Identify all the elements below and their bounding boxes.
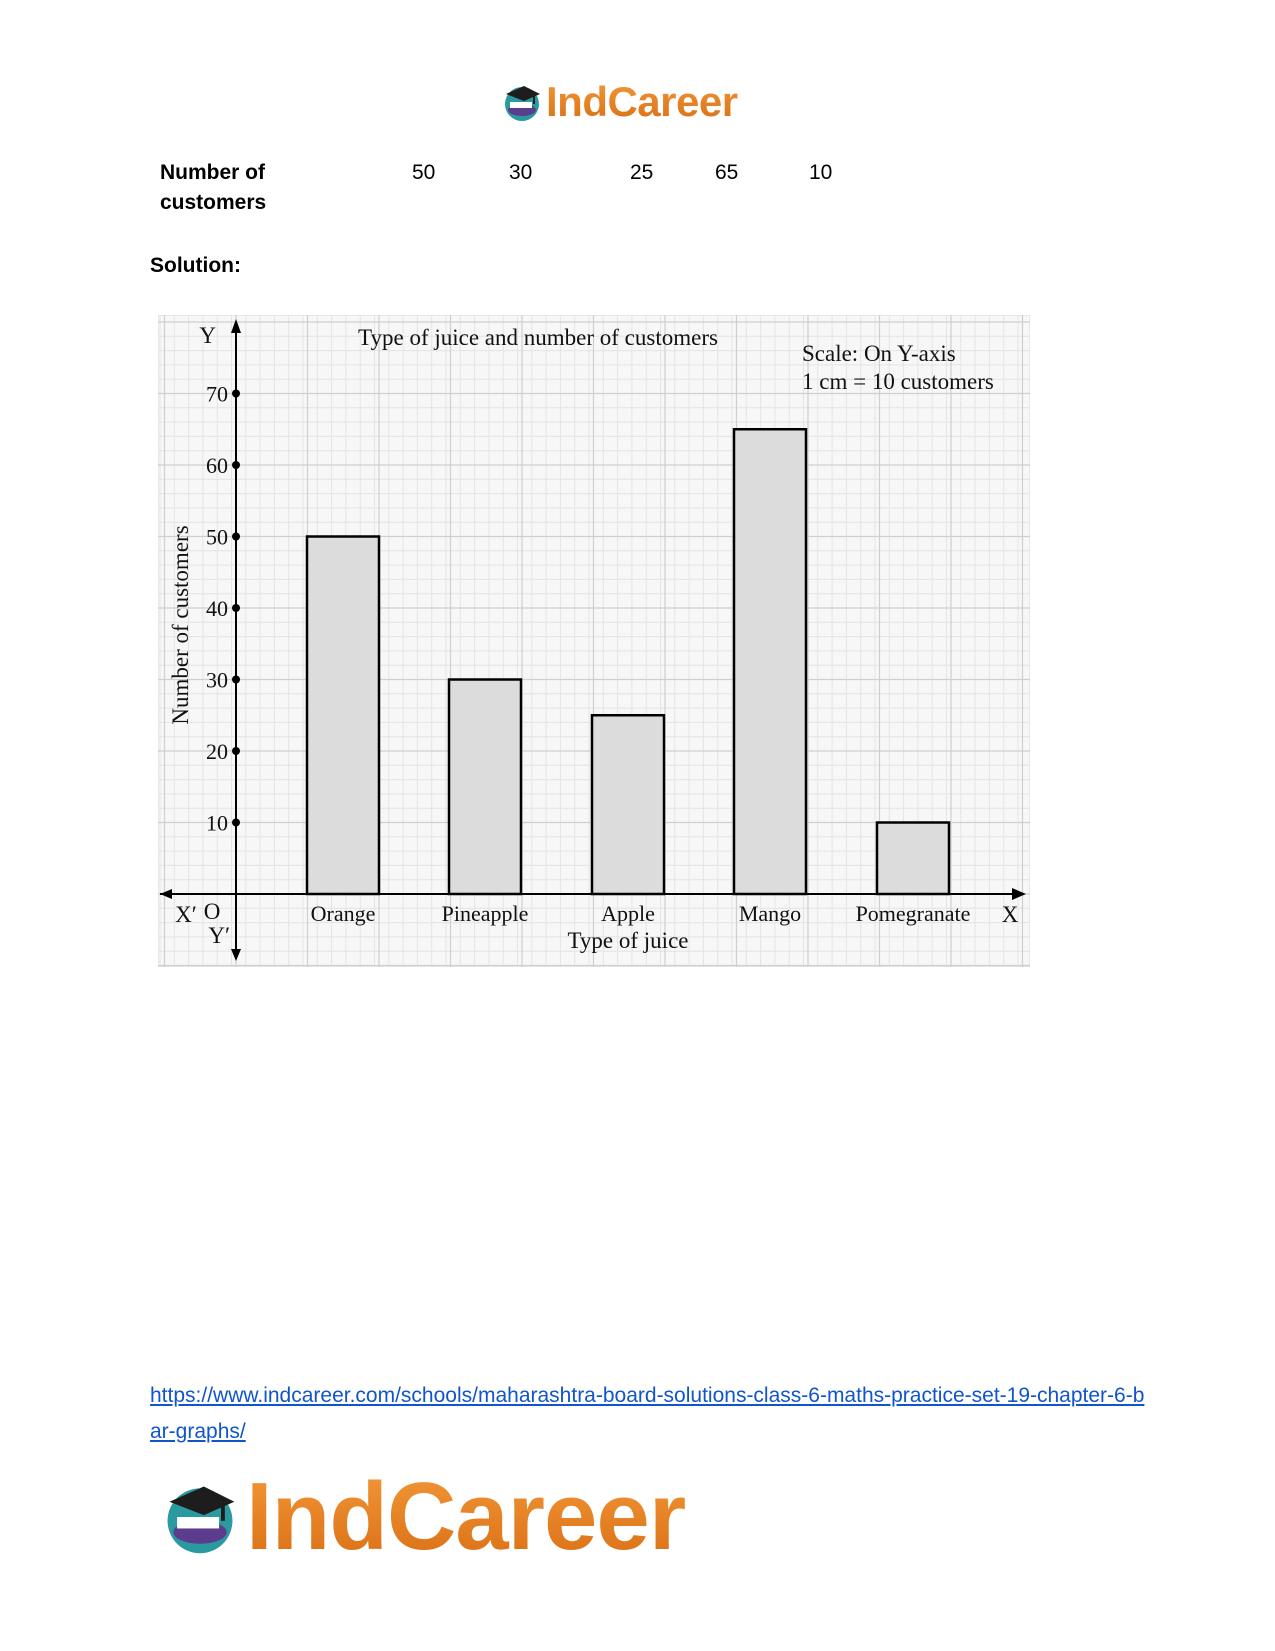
y-tick-label: 40	[206, 596, 228, 621]
logo-text: IndCareer	[246, 1463, 686, 1570]
x-tick-label: Pomegranate	[855, 901, 971, 926]
scale-note: Scale: On Y-axis	[802, 341, 956, 366]
logo-text: IndCareer	[546, 78, 738, 125]
x-tick-label: Mango	[738, 901, 802, 926]
solution-heading: Solution:	[150, 254, 241, 277]
bar	[592, 715, 664, 894]
y-neg-axis-letter: Y′	[208, 923, 230, 948]
graduation-cap-globe-icon	[158, 1475, 242, 1559]
y-tick-label: 20	[206, 739, 228, 764]
x-tick-label: Pineapple	[441, 901, 529, 926]
bar	[734, 429, 806, 894]
bar-chart-svg	[158, 315, 1030, 967]
origin-label: O	[203, 899, 221, 924]
table-cell: 10	[809, 161, 833, 184]
source-link[interactable]: https://www.indcareer.com/schools/maharashtra-board-solutions-class-6-maths-practice-set-19-chapter-6-bar-graphs/	[150, 1384, 1145, 1443]
y-tick-label: 70	[206, 381, 228, 407]
y-tick-label: 50	[206, 524, 228, 550]
y-tick-dot	[232, 461, 240, 469]
chart-title: Type of juice and number of customers	[358, 325, 718, 350]
scale-note: 1 cm = 10 customers	[802, 369, 994, 394]
x-neg-axis-letter: X′	[175, 902, 197, 927]
graduation-cap-globe-icon	[500, 80, 544, 124]
y-tick-label: 60	[206, 453, 228, 478]
x-tick-label: Orange	[310, 901, 376, 926]
bar	[877, 823, 949, 895]
y-tick-label: 30	[206, 667, 228, 693]
table-cell: 50	[412, 161, 436, 184]
y-tick-dot	[232, 533, 240, 541]
indcareer-logo-large	[158, 1462, 685, 1572]
x-tick-label: Apple	[601, 901, 655, 926]
table-cell: 65	[715, 161, 739, 184]
y-axis-letter: Y	[199, 323, 216, 348]
y-tick-dot	[232, 819, 240, 827]
y-tick-dot	[232, 390, 240, 398]
y-tick-dot	[232, 747, 240, 755]
y-tick-label: 10	[206, 810, 228, 836]
y-tick-dot	[232, 604, 240, 612]
row-label: Number of customers	[160, 161, 267, 214]
y-axis-title: Number of customers	[168, 525, 193, 725]
bar	[449, 680, 521, 895]
y-tick-dot	[232, 676, 240, 684]
indcareer-logo	[500, 78, 738, 126]
bar-chart	[158, 315, 1030, 967]
table-cell: 30	[509, 161, 533, 184]
table-cell: 25	[630, 161, 654, 184]
x-axis-title: Type of juice	[567, 928, 689, 953]
x-axis-letter: X	[1001, 902, 1019, 927]
bar	[307, 537, 379, 895]
